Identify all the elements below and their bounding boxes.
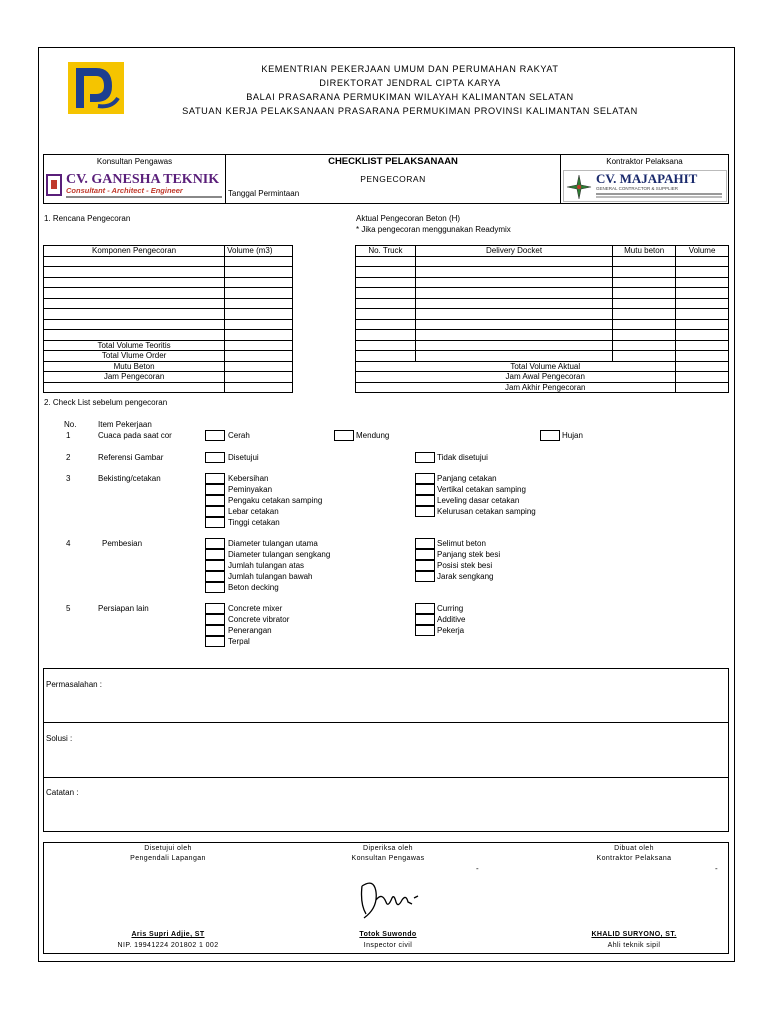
- start-time-label: Jam Awal Pengecoran: [415, 372, 675, 383]
- table-row: [356, 309, 729, 320]
- contractor-logo: [563, 170, 727, 202]
- sig-approver-heading: Disetujui oleh: [144, 845, 192, 852]
- table-row: [44, 288, 293, 299]
- checkbox[interactable]: [415, 603, 435, 614]
- col-grade: Mutu beton: [613, 246, 676, 257]
- consultant-address-line: [66, 196, 222, 198]
- option-label: Terpal: [228, 637, 250, 646]
- contractor-label: Kontraktor Pelaksana: [606, 157, 683, 166]
- sig-maker-title: Ahli teknik sipil: [607, 942, 661, 949]
- contractor-logo-sub: GENERAL CONTRACTOR & SUPPLIER: [596, 186, 679, 191]
- checkbox[interactable]: [415, 614, 435, 625]
- option-label: Pengaku cetakan samping: [228, 496, 323, 505]
- problems-label: Permasalahan :: [46, 680, 103, 689]
- checkbox[interactable]: [415, 560, 435, 571]
- consultant-logo: [46, 172, 224, 201]
- contractor-address-line: [596, 196, 722, 198]
- concrete-grade-label: Mutu Beton: [44, 361, 225, 372]
- sig-checker-title: Inspector civil: [363, 942, 413, 949]
- sig-maker-heading: Dibuat oleh: [614, 845, 654, 852]
- total-actual-label: Total Volume Aktual: [415, 361, 675, 372]
- table-row: [44, 298, 293, 309]
- option-label: Hujan: [562, 431, 583, 440]
- checkbox[interactable]: [205, 495, 225, 506]
- item-label: Referensi Gambar: [98, 453, 164, 462]
- col-component: Komponen Pengecoran: [44, 246, 225, 257]
- item-no: 1: [66, 431, 71, 440]
- option-label: Disetujui: [228, 453, 259, 462]
- checkbox[interactable]: [415, 506, 435, 517]
- option-label: Tinggi cetakan: [228, 518, 280, 527]
- request-date-label: Tanggal Permintaan: [228, 189, 300, 198]
- option-label: Additive: [437, 615, 466, 624]
- checkbox[interactable]: [205, 484, 225, 495]
- table-row: [44, 267, 293, 278]
- item-no: 2: [66, 453, 71, 462]
- item-no: 3: [66, 474, 71, 483]
- checkbox[interactable]: [205, 636, 225, 647]
- item-label: Cuaca pada saat cor: [98, 431, 172, 440]
- table-row: [356, 351, 729, 362]
- option-label: Kebersihan: [228, 474, 269, 483]
- col-volume: Volume: [676, 246, 729, 257]
- col-item: Item Pekerjaan: [98, 420, 152, 429]
- checkbox[interactable]: [205, 452, 225, 463]
- letterhead: [140, 62, 680, 118]
- checkbox[interactable]: [205, 506, 225, 517]
- ganesha-icon: [46, 174, 62, 196]
- checkbox[interactable]: [415, 549, 435, 560]
- option-label: Mendung: [356, 431, 390, 440]
- option-label: Posisi stek besi: [437, 561, 493, 570]
- checkbox[interactable]: [205, 603, 225, 614]
- table-row: [356, 330, 729, 341]
- option-label: Beton decking: [228, 583, 279, 592]
- checkbox[interactable]: [205, 517, 225, 528]
- table-row: [356, 340, 729, 351]
- col-truck: No. Truck: [356, 246, 416, 257]
- remarks-label: Catatan :: [46, 788, 79, 797]
- option-label: Concrete mixer: [228, 604, 283, 613]
- plan-table: [43, 245, 293, 393]
- total-order-label: Total Vlume Order: [44, 351, 225, 362]
- option-label: Jumlah tulangan atas: [228, 561, 305, 570]
- letterhead-line-1: KEMENTRIAN PEKERJAAN UMUM DAN PERUMAHAN RAKYAT: [261, 64, 559, 74]
- option-label: Kelurusan cetakan samping: [437, 507, 536, 516]
- checkbox[interactable]: [205, 614, 225, 625]
- checkbox[interactable]: [415, 625, 435, 636]
- contractor-address-line: [596, 193, 722, 195]
- checkbox[interactable]: [205, 538, 225, 549]
- checkbox[interactable]: [415, 452, 435, 463]
- consultant-logo-text: CV. GANESHA TEKNIK: [66, 172, 220, 187]
- option-label: Diameter tulangan sengkang: [228, 550, 331, 559]
- table-row: [356, 288, 729, 299]
- checkbox[interactable]: [415, 538, 435, 549]
- option-label: Panjang cetakan: [437, 474, 497, 483]
- sig-maker-role: Kontraktor Pelaksana: [596, 855, 672, 862]
- sig-checker-heading: Diperiksa oleh: [363, 845, 413, 852]
- col-docket: Delivery Docket: [415, 246, 612, 257]
- option-label: Lebar cetakan: [228, 507, 279, 516]
- page-title: CHECKLIST PELAKSANAAN: [328, 156, 458, 167]
- sig-approver-nip: NIP. 19941224 201802 1 002: [117, 942, 219, 949]
- sig-approver-role: Pengendali Lapangan: [130, 855, 206, 862]
- table-row: [44, 309, 293, 320]
- table-row: [44, 319, 293, 330]
- checkbox[interactable]: [205, 473, 225, 484]
- end-time-label: Jam Akhir Pengecoran: [415, 382, 675, 393]
- option-label: Pekerja: [437, 626, 465, 635]
- table-row: [356, 277, 729, 288]
- option-label: Diameter tulangan utama: [228, 539, 318, 548]
- checkbox[interactable]: [205, 582, 225, 593]
- solution-label: Solusi :: [46, 734, 73, 743]
- sig-maker-name: KHALID SURYONO, ST.: [591, 931, 677, 938]
- option-label: Leveling dasar cetakan: [437, 496, 520, 505]
- table-row: [44, 256, 293, 267]
- option-label: Vertikal cetakan samping: [437, 485, 526, 494]
- contractor-logo-text: CV. MAJAPAHIT: [596, 171, 698, 186]
- item-label: Persiapan lain: [98, 604, 149, 613]
- sig-checker-role: Konsultan Pengawas: [351, 855, 425, 862]
- option-label: Concrete vibrator: [228, 615, 290, 624]
- ministry-logo: [68, 62, 124, 114]
- page-subtitle: PENGECORAN: [360, 174, 426, 184]
- checkbox[interactable]: [205, 430, 225, 441]
- total-theoretical-label: Total Volume Teoritis: [44, 340, 225, 351]
- consultant-label: Konsultan Pengawas: [96, 157, 173, 166]
- handwritten-signature: [352, 874, 424, 924]
- checkbox[interactable]: [334, 430, 354, 441]
- letterhead-line-2: DIREKTORAT JENDRAL CIPTA KARYA: [319, 78, 501, 88]
- letterhead-line-3: BALAI PRASARANA PERMUKIMAN WILAYAH KALIMANTAN SELATAN: [246, 92, 574, 102]
- divider: [43, 722, 729, 723]
- item-label: Bekisting/cetakan: [98, 474, 161, 483]
- table-row: [44, 277, 293, 288]
- table-row: [356, 298, 729, 309]
- col-no: No.: [64, 420, 77, 429]
- option-label: Curring: [437, 604, 464, 613]
- actual-title: Aktual Pengecoran Beton (H): [356, 214, 461, 223]
- table-row: [356, 319, 729, 330]
- option-label: Peminyakan: [228, 485, 273, 494]
- notes-box: [43, 668, 729, 832]
- pour-time-label: Jam Pengecoran: [44, 372, 225, 383]
- checkbox[interactable]: [415, 495, 435, 506]
- checkbox[interactable]: [205, 625, 225, 636]
- checkbox[interactable]: [415, 571, 435, 582]
- option-label: Panjang stek besi: [437, 550, 501, 559]
- option-label: Cerah: [228, 431, 250, 440]
- divider: [43, 777, 729, 778]
- table-row: [44, 330, 293, 341]
- option-label: Selimut beton: [437, 539, 486, 548]
- option-label: Jumlah tulangan bawah: [228, 572, 313, 581]
- sig-checker-name: Totok Suwondo: [359, 931, 417, 938]
- section1-title: 1. Rencana Pengecoran: [44, 214, 131, 223]
- option-label: Penerangan: [228, 626, 272, 635]
- sig-approver-name: Aris Supri Adjie, ST: [131, 931, 205, 938]
- section2-title: 2. Check List sebelum pengecoran: [44, 398, 168, 407]
- table-row: [356, 256, 729, 267]
- compass-icon: [566, 174, 592, 200]
- option-label: Jarak sengkang: [437, 572, 494, 581]
- checkbox[interactable]: [205, 549, 225, 560]
- item-label: Pembesian: [102, 539, 143, 548]
- checkbox[interactable]: [540, 430, 560, 441]
- item-no: 5: [66, 604, 71, 613]
- checkbox[interactable]: [205, 560, 225, 571]
- consultant-logo-sub: Consultant - Architect - Engineer: [66, 186, 183, 195]
- dash-mark: -: [476, 864, 479, 873]
- checkbox[interactable]: [205, 571, 225, 582]
- table-row: [356, 267, 729, 278]
- actual-table: [355, 245, 729, 393]
- col-volume: Volume (m3): [225, 246, 293, 257]
- checkbox[interactable]: [415, 484, 435, 495]
- letterhead-line-4: SATUAN KERJA PELAKSANAAN PRASARANA PERMUKIMAN PROVINSI KALIMANTAN SELATAN: [182, 106, 638, 116]
- option-label: Tidak disetujui: [437, 453, 488, 462]
- item-no: 4: [66, 539, 71, 548]
- dash-mark: -: [715, 864, 718, 873]
- checkbox[interactable]: [415, 473, 435, 484]
- actual-note: * Jika pengecoran menggunakan Readymix: [356, 225, 511, 234]
